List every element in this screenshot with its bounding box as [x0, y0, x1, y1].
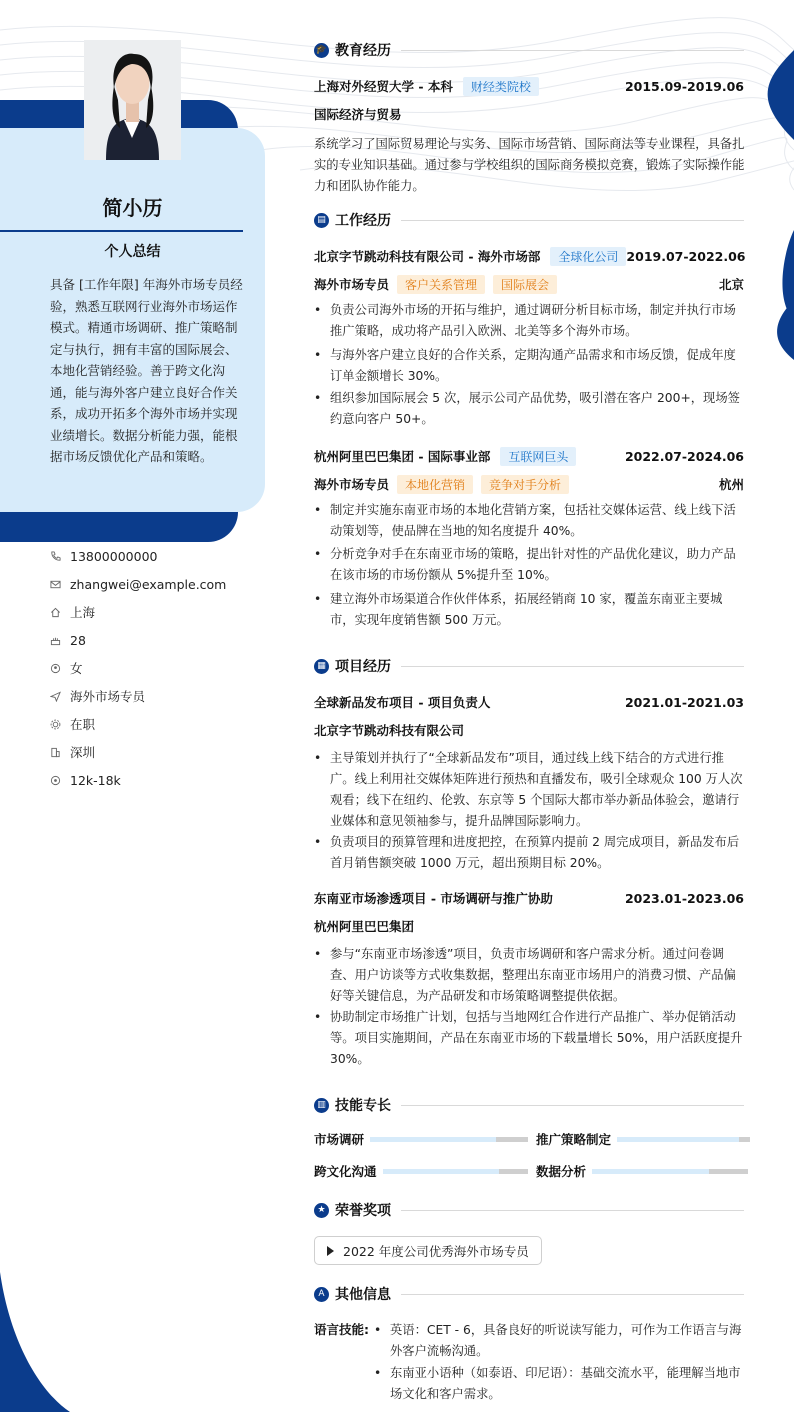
contact-value: 在职	[70, 717, 96, 732]
age-icon	[50, 635, 70, 646]
sidebar	[0, 0, 265, 1412]
decorative-right-edge	[754, 0, 794, 420]
contact-status	[50, 710, 250, 738]
contact-value: 12k-18k	[70, 772, 121, 788]
job-role: 海外市场专员	[314, 477, 390, 492]
project-bullet: • 负责项目的预算管理和进度把控，在预算内提前 2 周完成项目，新品发布后首月销售额突破 1000 万元，超出预期目标 20%。	[314, 832, 746, 874]
skill-name: 跨文化沟通	[314, 1164, 377, 1179]
job-header	[314, 245, 744, 267]
section-title: 荣誉奖项	[335, 1203, 391, 1219]
language-bullet: • 英语：CET - 6，具备良好的听说读写能力，可作为工作语言与海外客户流畅沟通。	[374, 1320, 744, 1362]
skill-name: 市场调研	[314, 1132, 365, 1147]
project-header	[314, 887, 744, 909]
skill-item	[314, 1161, 528, 1181]
section-divider	[401, 50, 744, 51]
award-item	[314, 1236, 542, 1265]
bar-chart-icon: ▥	[314, 1098, 329, 1113]
education-date: 2015.09-2019.06	[624, 78, 744, 94]
salary-icon	[50, 775, 70, 786]
contact-list	[50, 542, 250, 794]
contact-age	[50, 626, 250, 654]
section-projects	[314, 654, 744, 678]
project-header	[314, 691, 744, 713]
skill-bar-fill	[592, 1169, 709, 1174]
skill-name: 推广策略制定	[536, 1132, 612, 1147]
contact-email	[50, 570, 250, 598]
section-education	[314, 38, 744, 62]
section-skills	[314, 1093, 744, 1117]
section-divider	[401, 220, 744, 221]
section-divider	[401, 1210, 744, 1211]
company-tag: 互联网巨头	[500, 447, 576, 466]
send-icon	[50, 691, 70, 702]
contact-location	[50, 598, 250, 626]
briefcase-icon: ▤	[314, 213, 329, 228]
skill-tag: 客户关系管理	[397, 275, 485, 294]
job-company: 杭州阿里巴巴集团 - 国际事业部	[314, 449, 491, 464]
project-org: 北京字节跳动科技有限公司	[314, 723, 465, 738]
project-date: 2023.01-2023.06	[624, 890, 744, 906]
skill-name: 数据分析	[536, 1164, 587, 1179]
profile-name: 简小历	[102, 196, 163, 220]
skill-bar	[592, 1169, 748, 1174]
job-city: 北京	[718, 277, 744, 292]
education-header	[314, 75, 744, 97]
skill-item	[536, 1161, 748, 1181]
project-org-row	[314, 719, 744, 741]
language-skills-label: 语言技能:	[314, 1322, 369, 1337]
skill-tag: 国际展会	[493, 275, 557, 294]
section-other	[314, 1282, 744, 1306]
home-icon	[50, 607, 70, 618]
contact-gender	[50, 654, 250, 682]
contact-value: 28	[70, 632, 86, 648]
project-org: 杭州阿里巴巴集团	[314, 919, 415, 934]
status-icon	[50, 719, 70, 730]
job-city: 杭州	[718, 477, 744, 492]
profile-photo	[84, 40, 181, 160]
contact-value: 海外市场专员	[70, 689, 146, 704]
summary-heading: 个人总结	[104, 244, 161, 260]
contact-value: 女	[70, 661, 83, 676]
phone-icon	[50, 551, 70, 562]
section-title: 其他信息	[335, 1287, 391, 1303]
contact-city	[50, 738, 250, 766]
job-date: 2019.07-2022.06	[626, 248, 746, 264]
project-bullet: • 参与“东南亚市场渗透”项目，负责市场调研和客户需求分析。通过问卷调查、用户访谈等方式收集数据，整理出东南亚市场用户的消费习惯、产品偏好等关键信息，为产品研发和市场策略调整提供依据。	[314, 944, 746, 1007]
skill-bar	[383, 1169, 528, 1174]
job-header	[314, 445, 744, 467]
contact-value: 上海	[70, 605, 96, 620]
info-icon: A	[314, 1287, 329, 1302]
building-icon	[50, 747, 70, 758]
skill-bar	[617, 1137, 750, 1142]
section-title: 项目经历	[335, 659, 391, 675]
project-bullet: • 主导策划并执行了“全球新品发布”项目，通过线上线下结合的方式进行推广。线上利用社交媒体矩阵进行预热和直播发布，吸引全球观众 100 万人次观看；线下在纽约、伦敦、东京等 5 个国际大都市举办新品体验会，邀请行业媒体和意见领袖参与，提升品牌国际影响力。	[314, 748, 746, 832]
job-bullet: • 建立海外市场渠道合作伙伴体系，拓展经销商 10 家，覆盖东南亚主要城市，实现年度销售额 500 万元。	[314, 589, 746, 631]
section-divider	[401, 1105, 744, 1106]
job-bullet: • 分析竞争对手在东南亚市场的策略，提出针对性的产品优化建议，助力产品在该市场的市场份额从 5%提升至 10%。	[314, 544, 746, 586]
skill-item	[314, 1129, 528, 1149]
job-role: 海外市场专员	[314, 277, 390, 292]
job-role-row	[314, 473, 744, 495]
skill-bar-fill	[370, 1137, 496, 1142]
job-bullet: • 组织参加国际展会 5 次，展示公司产品优势，吸引潜在客户 200+，现场签约意向客户 50+。	[314, 388, 746, 430]
project-name: 东南亚市场渗透项目 - 市场调研与推广协助	[314, 891, 553, 906]
education-major-row	[314, 103, 744, 125]
project-bullet: • 协助制定市场推广计划，包括与当地网红合作进行产品推广、举办促销活动等。项目实施期间，产品在东南亚市场的下载量增长 50%，用户活跃度提升 30%。	[314, 1007, 746, 1070]
section-awards	[314, 1198, 744, 1222]
graduation-cap-icon: 🎓	[314, 43, 329, 58]
gender-icon	[50, 663, 70, 674]
skill-tag: 本地化营销	[397, 475, 473, 494]
skill-bar	[370, 1137, 528, 1142]
section-work	[314, 208, 744, 232]
name-divider	[0, 230, 243, 232]
job-bullet: • 与海外客户建立良好的合作关系，定期沟通产品需求和市场反馈，促成年度订单金额增长 30%。	[314, 345, 746, 387]
section-divider	[401, 666, 744, 667]
project-org-row	[314, 915, 744, 937]
triangle-bullet-icon	[327, 1246, 334, 1256]
skill-tag: 竞争对手分析	[481, 475, 569, 494]
mail-icon	[50, 579, 70, 590]
contact-salary	[50, 766, 250, 794]
education-description: 系统学习了国际贸易理论与实务、国际市场营销、国际商法等专业课程，具备扎实的专业知识基础。通过参与学校组织的国际商务模拟竞赛，锻炼了实际操作能力和团队协作能力。	[314, 137, 745, 193]
section-title: 工作经历	[335, 213, 391, 229]
contact-position	[50, 682, 250, 710]
major: 国际经济与贸易	[314, 107, 402, 122]
contact-value: zhangwei@example.com	[70, 576, 227, 592]
company-tag: 全球化公司	[550, 247, 626, 266]
award-text: 2022 年度公司优秀海外市场专员	[343, 1243, 529, 1259]
job-company: 北京字节跳动科技有限公司 - 海外市场部	[314, 249, 541, 264]
job-role-row	[314, 273, 744, 295]
contact-value: 深圳	[70, 745, 96, 760]
project-name: 全球新品发布项目 - 项目负责人	[314, 695, 491, 710]
job-bullet: • 负责公司海外市场的开拓与维护，通过调研分析目标市场，制定并执行市场推广策略，成功将产品引入欧洲、北美等多个海外市场。	[314, 300, 746, 342]
grid-icon: ▦	[314, 659, 329, 674]
contact-phone	[50, 542, 250, 570]
language-bullet: • 东南亚小语种（如泰语、印尼语）：基础交流水平，能理解当地市场文化和客户需求。	[374, 1363, 744, 1405]
skill-item	[536, 1129, 750, 1149]
project-date: 2021.01-2021.03	[624, 694, 744, 710]
section-title: 教育经历	[335, 43, 391, 59]
school-name: 上海对外经贸大学 - 本科	[314, 79, 453, 94]
section-title: 技能专长	[335, 1098, 391, 1114]
skill-bar-fill	[617, 1137, 739, 1142]
section-divider	[401, 1294, 744, 1295]
summary-text: 具备 [工作年限] 年海外市场专员经验，熟悉互联网行业海外市场运作模式。精通市场调研、推广策略制定与执行，拥有丰富的国际展会、本地化营销经验。善于跨文化沟通，能与海外客户建立良好合作关系，成功开拓多个海外市场并实现业绩增长。数据分析能力强，能根据市场反馈优化产品和策略。	[50, 277, 243, 464]
contact-value: 13800000000	[70, 548, 158, 564]
job-date: 2022.07-2024.06	[624, 448, 744, 464]
school-tag: 财经类院校	[463, 77, 539, 96]
skill-bar-fill	[383, 1169, 499, 1174]
award-icon: ★	[314, 1203, 329, 1218]
job-bullet: • 制定并实施东南亚市场的本地化营销方案，包括社交媒体运营、线上线下活动策划等，使品牌在当地的知名度提升 40%。	[314, 500, 746, 542]
